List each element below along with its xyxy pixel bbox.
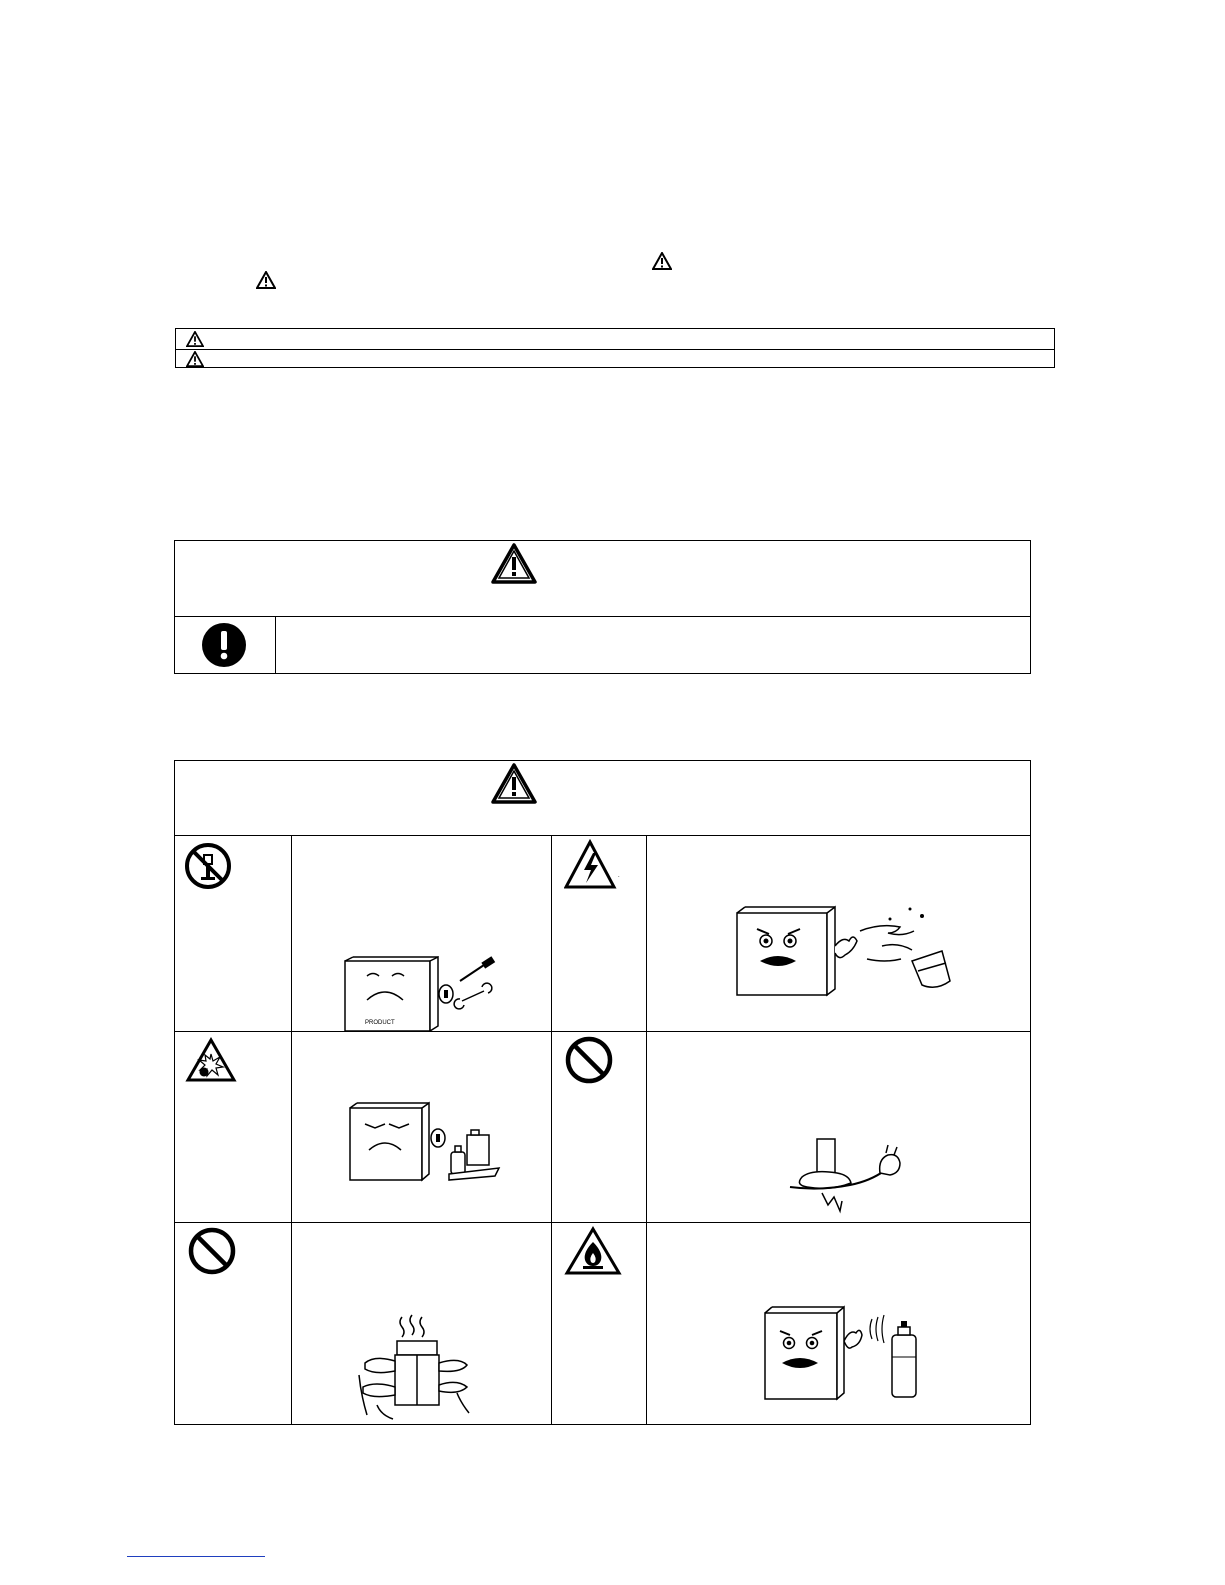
illustration-product-with-chemicals xyxy=(292,1032,551,1222)
legend-row xyxy=(176,329,1054,350)
legend-table xyxy=(175,328,1055,368)
warning-box-header xyxy=(175,761,1030,836)
no-disassembly-icon xyxy=(183,841,233,891)
svg-text:.: . xyxy=(618,873,620,879)
grid-icon-cell xyxy=(552,836,646,1031)
grid-icon-cell xyxy=(175,1223,291,1425)
product-illustration xyxy=(347,1100,502,1182)
prohibited-icon xyxy=(564,1035,614,1085)
warning-triangle-icon xyxy=(256,271,276,289)
illustration-overloaded-outlet xyxy=(292,1223,551,1425)
footnote-link-underline xyxy=(127,1556,265,1557)
grid-icon-cell xyxy=(175,1032,291,1222)
warning-triangle-icon xyxy=(186,331,204,347)
illustration-product-water-splash xyxy=(647,836,1030,1031)
notice-box-header xyxy=(175,541,1030,617)
warning-triangle-icon xyxy=(491,762,537,804)
product-label: PRODUCT xyxy=(365,1020,395,1026)
warning-triangle-icon xyxy=(491,542,537,584)
electric-shock-icon xyxy=(564,839,624,891)
fire-hazard-icon xyxy=(564,1226,622,1276)
prohibited-icon xyxy=(187,1226,237,1276)
explosion-hazard-icon xyxy=(185,1037,237,1083)
product-illustration xyxy=(782,1137,907,1222)
grid-icon-cell xyxy=(175,836,291,1031)
illustration-product-with-tools xyxy=(292,836,551,1031)
mandatory-exclamation-icon xyxy=(201,622,247,668)
grid-icon-cell xyxy=(552,1032,646,1222)
product-illustration xyxy=(357,1313,472,1421)
warning-triangle-icon xyxy=(186,351,204,367)
notice-text-cell xyxy=(276,617,1030,673)
illustration-foot-stepping-on-cord xyxy=(647,1032,1030,1222)
grid-icon-cell xyxy=(552,1223,646,1425)
legend-row xyxy=(176,349,1054,369)
product-illustration xyxy=(762,1301,947,1413)
illustration-product-with-spray-can xyxy=(647,1223,1030,1425)
notice-icon-cell xyxy=(175,617,276,673)
product-illustration xyxy=(732,901,957,1001)
warning-box xyxy=(174,760,1031,1425)
product-illustration xyxy=(342,956,502,1031)
warning-triangle-icon xyxy=(652,252,672,270)
notice-box xyxy=(174,540,1031,674)
